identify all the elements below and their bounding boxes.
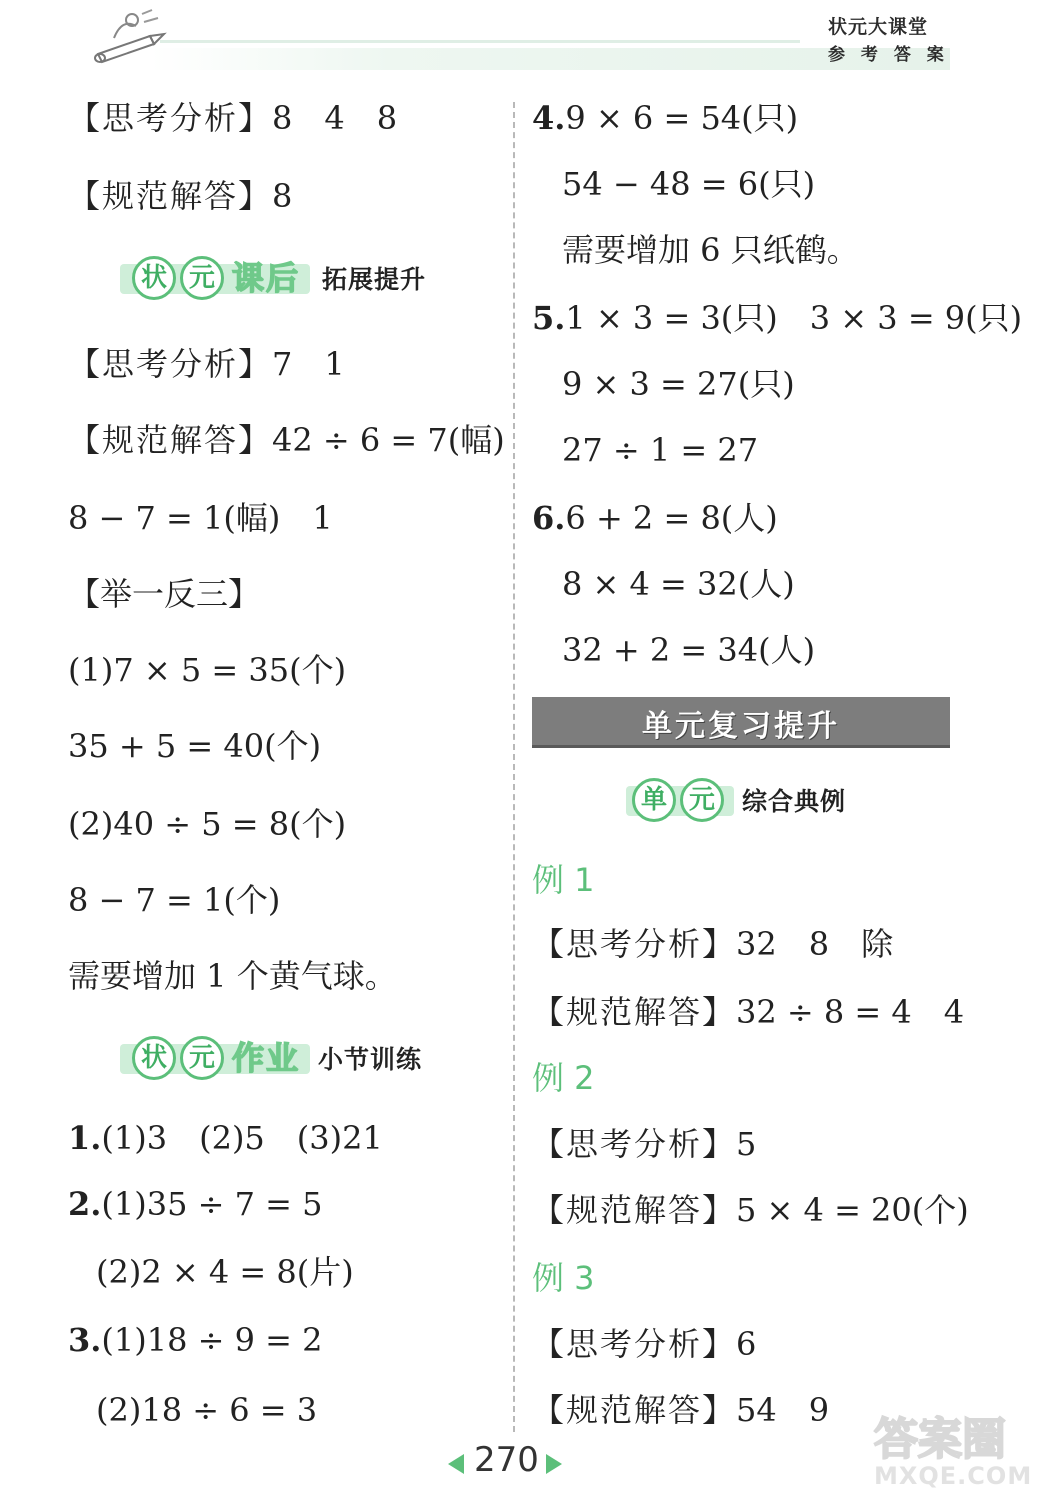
badge-outline-text: 作业 bbox=[232, 1039, 301, 1077]
answer-line: 需要增加 1 个黄气球。 bbox=[68, 957, 397, 995]
badge-circle: 元 bbox=[180, 1036, 224, 1080]
answer-text: 32 8 除 bbox=[736, 925, 894, 963]
section-badge-unit-examples bbox=[626, 778, 886, 826]
answer-text: 5 bbox=[736, 1125, 757, 1163]
page-number: 270 bbox=[474, 1440, 539, 1480]
section-tag: 【思考分析】 bbox=[532, 1325, 737, 1363]
answer-line bbox=[532, 922, 893, 966]
pencil-book-illustration-icon bbox=[92, 8, 172, 70]
answer-line: 27 ÷ 1 = 27 bbox=[562, 431, 759, 469]
answer-text: 5 × 4 = 20(个) bbox=[736, 1191, 969, 1229]
badge-circle: 状 bbox=[132, 1036, 176, 1080]
example-heading: 例 3 bbox=[532, 1259, 595, 1297]
answer-text: 54 9 bbox=[736, 1391, 830, 1429]
answer-text: 32 ÷ 8 = 4 4 bbox=[736, 993, 965, 1031]
badge-circle: 元 bbox=[180, 256, 224, 300]
badge-label: 综合典例 bbox=[742, 787, 847, 816]
answer-line bbox=[532, 990, 964, 1034]
answer-line: 54 − 48 = 6(只) bbox=[562, 165, 816, 203]
section-badge-homework bbox=[120, 1036, 460, 1084]
triangle-right-icon bbox=[546, 1454, 562, 1474]
section-tag: 【规范解答】 bbox=[68, 421, 273, 459]
answer-text: 6 + 2 = 8(人) bbox=[565, 499, 778, 537]
answer-text: 42 ÷ 6 = 7(幅) bbox=[272, 421, 505, 459]
section-tag: 【规范解答】 bbox=[532, 1391, 737, 1429]
watermark-text: MXQE.COM bbox=[874, 1462, 1033, 1490]
section-tag: 【思考分析】 bbox=[68, 345, 273, 383]
answer-line: (1)7 × 5 = 35(个) bbox=[68, 651, 347, 689]
answer-line: 8 − 7 = 1(幅) 1 bbox=[68, 499, 333, 537]
answer-line: 8 × 4 = 32(人) bbox=[562, 565, 795, 603]
answer-line: (2)2 × 4 = 8(片) bbox=[96, 1253, 354, 1291]
question-line bbox=[532, 496, 778, 540]
badge-outline-text: 课后 bbox=[232, 259, 301, 297]
column-divider bbox=[513, 102, 515, 1432]
answer-line: 8 − 7 = 1(个) bbox=[68, 881, 281, 919]
answer-line: (2)18 ÷ 6 = 3 bbox=[96, 1391, 318, 1429]
unit-review-title: 单元复习提升 bbox=[642, 709, 840, 744]
badge-circle: 状 bbox=[132, 256, 176, 300]
answer-line: (2)40 ÷ 5 = 8(个) bbox=[68, 805, 347, 843]
answer-line bbox=[532, 1122, 756, 1166]
answer-line bbox=[68, 418, 505, 462]
answer-text: 8 bbox=[272, 177, 293, 215]
answer-line bbox=[68, 174, 292, 218]
answer-text: (1)18 ÷ 9 = 2 bbox=[101, 1321, 323, 1359]
example-heading: 例 2 bbox=[532, 1059, 595, 1097]
question-number: 6. bbox=[532, 499, 566, 537]
section-tag: 【思考分析】 bbox=[68, 99, 273, 137]
answer-text: 6 bbox=[736, 1325, 757, 1363]
answer-text: (1)35 ÷ 7 = 5 bbox=[101, 1185, 323, 1223]
question-number: 4. bbox=[532, 99, 566, 137]
answer-line: 需要增加 6 只纸鹤。 bbox=[562, 231, 859, 269]
question-line bbox=[68, 1116, 383, 1160]
header-stripe bbox=[160, 40, 800, 43]
answer-line bbox=[532, 1188, 969, 1232]
answer-line: 9 × 3 = 27(只) bbox=[562, 365, 795, 403]
question-number: 2. bbox=[68, 1185, 102, 1223]
section-tag: 【规范解答】 bbox=[532, 993, 737, 1031]
answer-line bbox=[68, 96, 397, 140]
badge-circle: 元 bbox=[680, 778, 724, 822]
badge-label: 小节训练 bbox=[318, 1045, 423, 1074]
section-tag: 【思考分析】 bbox=[532, 925, 737, 963]
answer-line bbox=[532, 1322, 756, 1366]
page-header bbox=[0, 0, 1048, 80]
question-line bbox=[68, 1182, 322, 1226]
answer-text: 7 1 bbox=[272, 345, 345, 383]
answer-text: (1)3 (2)5 (3)21 bbox=[101, 1119, 383, 1157]
unit-review-banner bbox=[532, 697, 950, 748]
example-heading: 例 1 bbox=[532, 861, 595, 899]
triangle-left-icon bbox=[448, 1454, 464, 1474]
answer-text: 8 4 8 bbox=[272, 99, 398, 137]
section-tag: 【规范解答】 bbox=[532, 1191, 737, 1229]
answer-line: 32 + 2 = 34(人) bbox=[562, 631, 816, 669]
section-tag: 【规范解答】 bbox=[68, 177, 273, 215]
question-line bbox=[532, 96, 798, 140]
answer-line bbox=[532, 1388, 829, 1432]
question-number: 5. bbox=[532, 299, 566, 337]
watermark-mark: 答案圈 bbox=[874, 1414, 1006, 1465]
answer-text: 1 × 3 = 3(只) 3 × 3 = 9(只) bbox=[565, 299, 1023, 337]
answer-text: 9 × 6 = 54(只) bbox=[565, 99, 799, 137]
badge-label: 拓展提升 bbox=[322, 265, 427, 294]
answer-line: 35 + 5 = 40(个) bbox=[68, 727, 322, 765]
brand-title: 状元大课堂 bbox=[828, 16, 929, 38]
section-badge-extension bbox=[120, 256, 450, 304]
question-line bbox=[68, 1318, 322, 1362]
brand-subtitle: 参 考 答 案 bbox=[828, 45, 949, 65]
badge-circle: 单 bbox=[632, 778, 676, 822]
answer-line bbox=[68, 342, 345, 386]
question-number: 1. bbox=[68, 1119, 102, 1157]
question-line bbox=[532, 296, 1022, 340]
question-number: 3. bbox=[68, 1321, 102, 1359]
section-tag: 【思考分析】 bbox=[532, 1125, 737, 1163]
section-tag: 【举一反三】 bbox=[68, 575, 261, 613]
